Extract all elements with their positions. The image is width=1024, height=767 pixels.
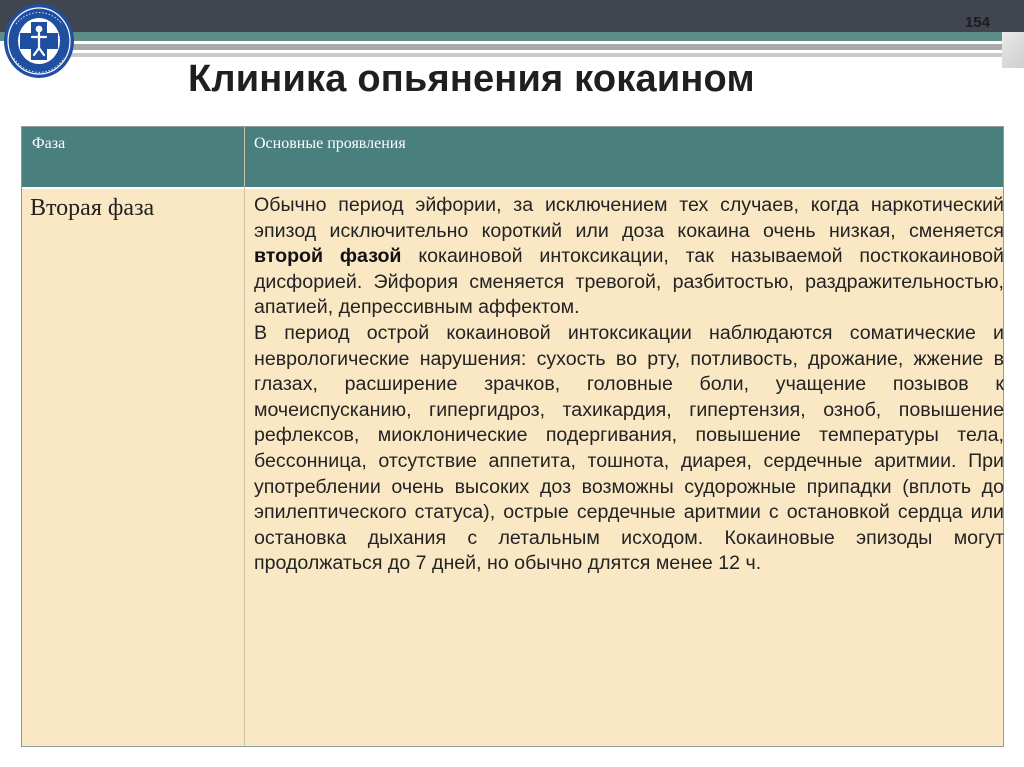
paragraph1-part2: кокаиновой интоксикации, так называемой посткокаиновой дисфорией. Эйфория сменяется тревогой, разбитостью, раздражительностью, апатией, депрессивным аффектом. — [254, 245, 1004, 319]
top-teal-stripe — [0, 32, 1024, 41]
paragraph-second-phase — [254, 193, 1004, 321]
page-corner-decoration — [1002, 32, 1024, 68]
dispensary-logo — [2, 2, 76, 80]
header-main-manifestations: Основные проявления — [254, 135, 406, 152]
medical-cross-logo-icon — [2, 2, 76, 80]
header-phase: Фаза — [32, 135, 66, 152]
phase-cell: Вторая фаза — [30, 195, 155, 221]
clinical-table — [21, 126, 1004, 747]
slide-title: Клиника опьянения кокаином — [188, 58, 755, 100]
column-divider — [244, 127, 245, 746]
top-dark-bar — [0, 0, 1024, 32]
paragraph-acute-intoxication: В период острой кокаиновой интоксикации наблюдаются соматические и неврологические нарушения: сухость во рту, потливость, дрожание, жжение в глазах, расширение зрачков, головные боли, учащение позывов к мочеиспусканию, гипергидроз, тахикардия, гипертензия, озноб, повышение рефлексов, миоклонические подергивания, повышение температуры тела, бессонница, отсутствие аппетита, тошнота, диарея, сердечные аритмии. При употреблении очень высоких доз возможны судорожные припадки (вплоть до эпилептического статуса), острые сердечные аритмии с остановкой сердца или остановка дыхания с летальным исходом. Кокаиновые эпизоды могут продолжаться до 7 дней, но обычно длятся менее 12 ч. — [254, 321, 1004, 575]
top-gray-stripe — [70, 44, 1024, 50]
top-light-gray-stripe — [70, 53, 1024, 57]
page-number: 154 — [964, 14, 990, 31]
paragraph1-part1: Обычно период эйфории, за исключением тех случаев, когда наркотический эпизод исключительно короткий или доза кокаина очень низкая, сменяется — [254, 194, 1004, 242]
manifestations-cell — [254, 193, 1004, 577]
paragraph1-bold: второй фазой — [254, 245, 402, 268]
table-header-row — [22, 127, 1003, 189]
